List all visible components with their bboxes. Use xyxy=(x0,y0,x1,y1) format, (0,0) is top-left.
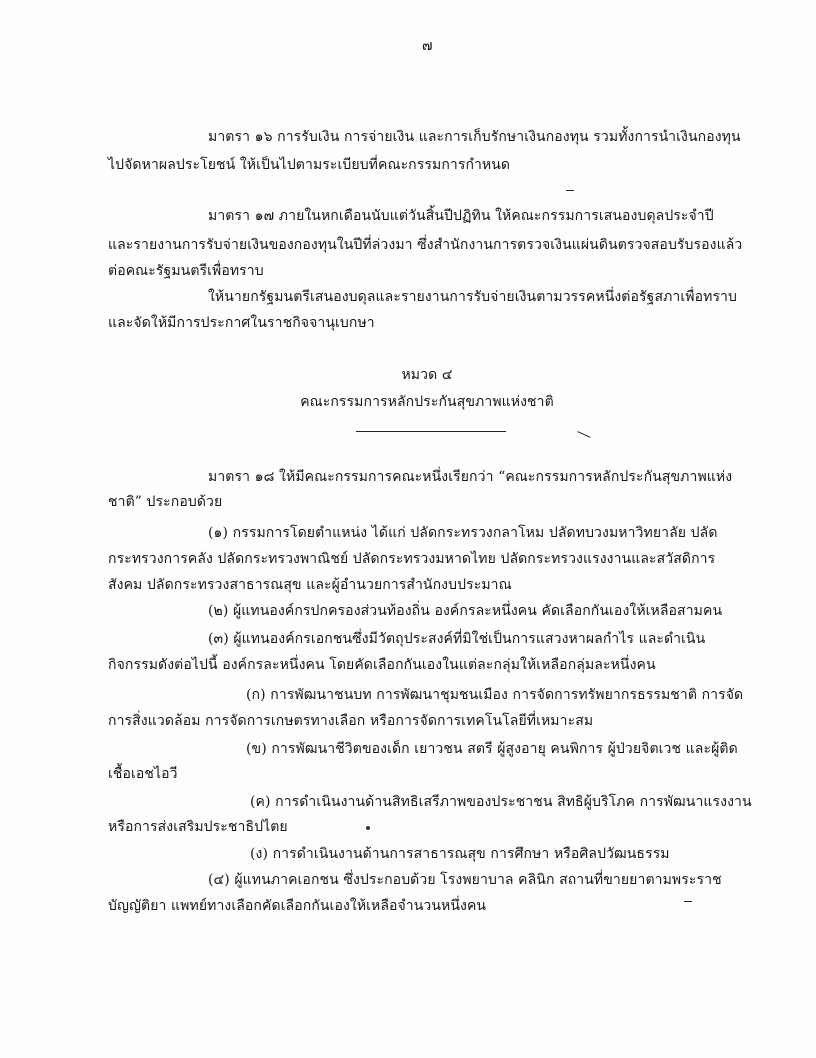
section-18-line-1: มาตรา ๑๘ ให้มีคณะกรรมการคณะหนึ่งเรียกว่า “คณะกรรมการหลักประกันสุขภาพแห่ง xyxy=(208,469,733,485)
scan-speck xyxy=(366,826,370,830)
section-17-line-4: ให้นายกรัฐมนตรีเสนองบดุลและรายงานการรับจ่ายเงินตามวรรคหนึ่งต่อรัฐสภาเพื่อทราบ xyxy=(208,289,738,305)
item-1-line-1: (๑) กรรมการโดยตำแหน่ง ได้แก่ ปลัดกระทรวงกลาโหม ปลัดทบวงมหาวิทยาลัย ปลัด xyxy=(208,525,718,541)
page-number: ๗ xyxy=(422,38,433,54)
item-4-line-1: (๔) ผู้แทนภาคเอกชน ซึ่งประกอบด้วย โรงพยาบาล คลินิก สถานที่ขายยาตามพระราช xyxy=(208,872,722,888)
chapter-divider xyxy=(356,431,506,432)
section-18-line-2: ชาติ” ประกอบด้วย xyxy=(108,494,223,510)
item-3-line-1: (๓) ผู้แทนองค์กรเอกชนซึ่งมีวัตถุประสงค์ที่มิใช่เป็นการแสวงหาผลกำไร และดำเนิน xyxy=(208,631,706,647)
sub-ka-line-1: (ก) การพัฒนาชนบท การพัฒนาชุมชนเมือง การจัดการทรัพยากรธรรมชาติ การจัด xyxy=(246,687,744,703)
item-2: (๒) ผู้แทนองค์กรปกครองส่วนท้องถิ่น องค์กรละหนึ่งคน คัดเลือกกันเองให้เหลือสามคน xyxy=(208,603,723,619)
sub-kha-line-1: (ข) การพัฒนาชีวิตของเด็ก เยาวชน สตรี ผู้สูงอายุ คนพิการ ผู้ป่วยจิตเวช และผู้ติด xyxy=(246,741,738,757)
chapter-title: คณะกรรมการหลักประกันสุขภาพแห่งชาติ xyxy=(300,394,554,410)
section-16-line-1: มาตรา ๑๖ การรับเงิน การจ่ายเงิน และการเก็บรักษาเงินกองทุน รวมทั้งการนำเงินกองทุน xyxy=(208,129,741,145)
section-17-line-5: และจัดให้มีการประกาศในราชกิจจานุเบกษา xyxy=(108,315,375,331)
sub-kho-line-2: หรือการส่งเสริมประชาธิปไตย xyxy=(108,819,288,835)
item-3-line-2: กิจกรรมดังต่อไปนี้ องค์กรละหนึ่งคน โดยคัดเลือกกันเองในแต่ละกลุ่มให้เหลือกลุ่มละหนึ่งคน xyxy=(108,657,656,673)
item-1-line-3: สังคม ปลัดกระทรวงสาธารณสุข และผู้อำนวยการสำนักงบประมาณ xyxy=(108,577,512,593)
item-1-line-2: กระทรวงการคลัง ปลัดกระทรวงพาณิชย์ ปลัดกระทรวงมหาดไทย ปลัดกระทรวงแรงงานและสวัสดิการ xyxy=(108,551,716,567)
chapter-number: หมวด ๔ xyxy=(401,367,453,383)
scan-dash xyxy=(566,190,574,191)
sub-ka-line-2: การสิ่งแวดล้อม การจัดการเกษตรทางเลือก หรือการจัดการเทคโนโลยีที่เหมาะสม xyxy=(108,713,594,729)
sub-ngo: (ง) การดำเนินงานด้านการสาธารณสุข การศึกษา หรือศิลปวัฒนธรรม xyxy=(250,846,670,862)
scan-mark xyxy=(577,431,590,438)
scan-dash xyxy=(684,901,692,902)
section-17-line-2: และรายงานการรับจ่ายเงินของกองทุนในปีที่ล่วงมา ซึ่งสำนักงานการตรวจเงินแผ่นดินตรวจสอบรับรองแล้ว xyxy=(108,237,743,253)
sub-kha-line-2: เชื้อเอชไอวี xyxy=(108,766,178,782)
sub-kho-line-1: (ค) การดำเนินงานด้านสิทธิเสรีภาพของประชาชน สิทธิผู้บริโภค การพัฒนาแรงงาน xyxy=(250,794,752,810)
section-17-line-3: ต่อคณะรัฐมนตรีเพื่อทราบ xyxy=(108,263,264,279)
section-17-line-1: มาตรา ๑๗ ภายในหกเดือนนับแต่วันสิ้นปีปฏิทิน ให้คณะกรรมการเสนองบดุลประจำปี xyxy=(208,208,714,224)
section-16-line-2: ไปจัดหาผลประโยชน์ ให้เป็นไปตามระเบียบที่คณะกรรมการกำหนด xyxy=(108,157,511,173)
item-4-line-2: บัญญัติยา แพทย์ทางเลือกคัดเลือกกันเองให้เหลือจำนวนหนึ่งคน xyxy=(108,898,487,914)
